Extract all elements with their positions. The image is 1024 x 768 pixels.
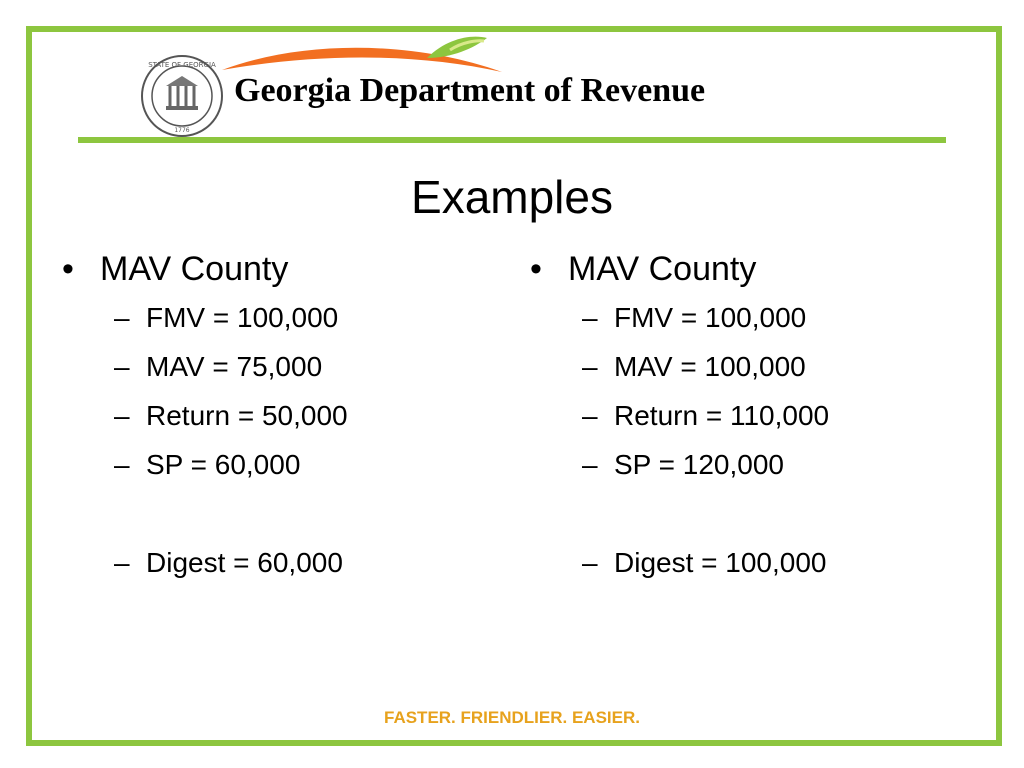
state-seal-icon — [140, 54, 224, 138]
sub-item-digest — [114, 547, 348, 596]
sub-item — [114, 400, 348, 449]
org-name: Georgia Department of Revenue — [234, 72, 706, 109]
sub-item-text: Digest = 60,000 — [146, 547, 343, 578]
sub-item-text: SP = 120,000 — [614, 449, 784, 480]
dash-icon: – — [114, 302, 130, 333]
footer-slogan: FASTER. FRIENDLIER. EASIER. — [384, 708, 640, 727]
sub-item-text: Return = 110,000 — [614, 400, 830, 431]
slide-title: Examples — [411, 171, 613, 223]
bullet-icon: • — [530, 250, 542, 288]
dash-icon: – — [582, 547, 598, 578]
bullet-item — [530, 250, 829, 290]
header-divider — [78, 137, 946, 143]
sub-item — [582, 302, 829, 351]
dash-icon: – — [582, 302, 598, 333]
sub-item-text: MAV = 75,000 — [146, 351, 323, 382]
sub-item-text: Return = 50,000 — [146, 400, 348, 431]
dash-icon: – — [114, 400, 130, 431]
example-column-left — [62, 250, 348, 596]
sub-item — [114, 449, 348, 498]
svg-text:STATE OF GEORGIA: STATE OF GEORGIA — [148, 61, 216, 69]
dash-icon: – — [582, 351, 598, 382]
sub-item — [582, 351, 829, 400]
sub-item — [114, 351, 348, 400]
sub-item-text: FMV = 100,000 — [614, 302, 807, 333]
bullet-icon: • — [62, 250, 74, 288]
sub-item-text: MAV = 100,000 — [614, 351, 806, 382]
bullet-heading: MAV County — [100, 250, 289, 288]
sub-item — [114, 302, 348, 351]
sub-item — [582, 449, 829, 498]
sub-item-text: Digest = 100,000 — [614, 547, 827, 578]
dash-icon: – — [114, 449, 130, 480]
sub-list — [530, 302, 829, 596]
sub-item-digest — [582, 547, 829, 596]
sub-list — [62, 302, 348, 596]
sub-item-text: SP = 60,000 — [146, 449, 301, 480]
dash-icon: – — [114, 351, 130, 382]
example-column-right — [530, 250, 829, 596]
dash-icon: – — [114, 547, 130, 578]
bullet-item — [62, 250, 348, 290]
bullet-heading: MAV County — [568, 250, 757, 288]
dash-icon: – — [582, 400, 598, 431]
sub-item — [582, 400, 829, 449]
svg-text:1776: 1776 — [174, 127, 190, 134]
sub-item-text: FMV = 100,000 — [146, 302, 339, 333]
dash-icon: – — [582, 449, 598, 480]
